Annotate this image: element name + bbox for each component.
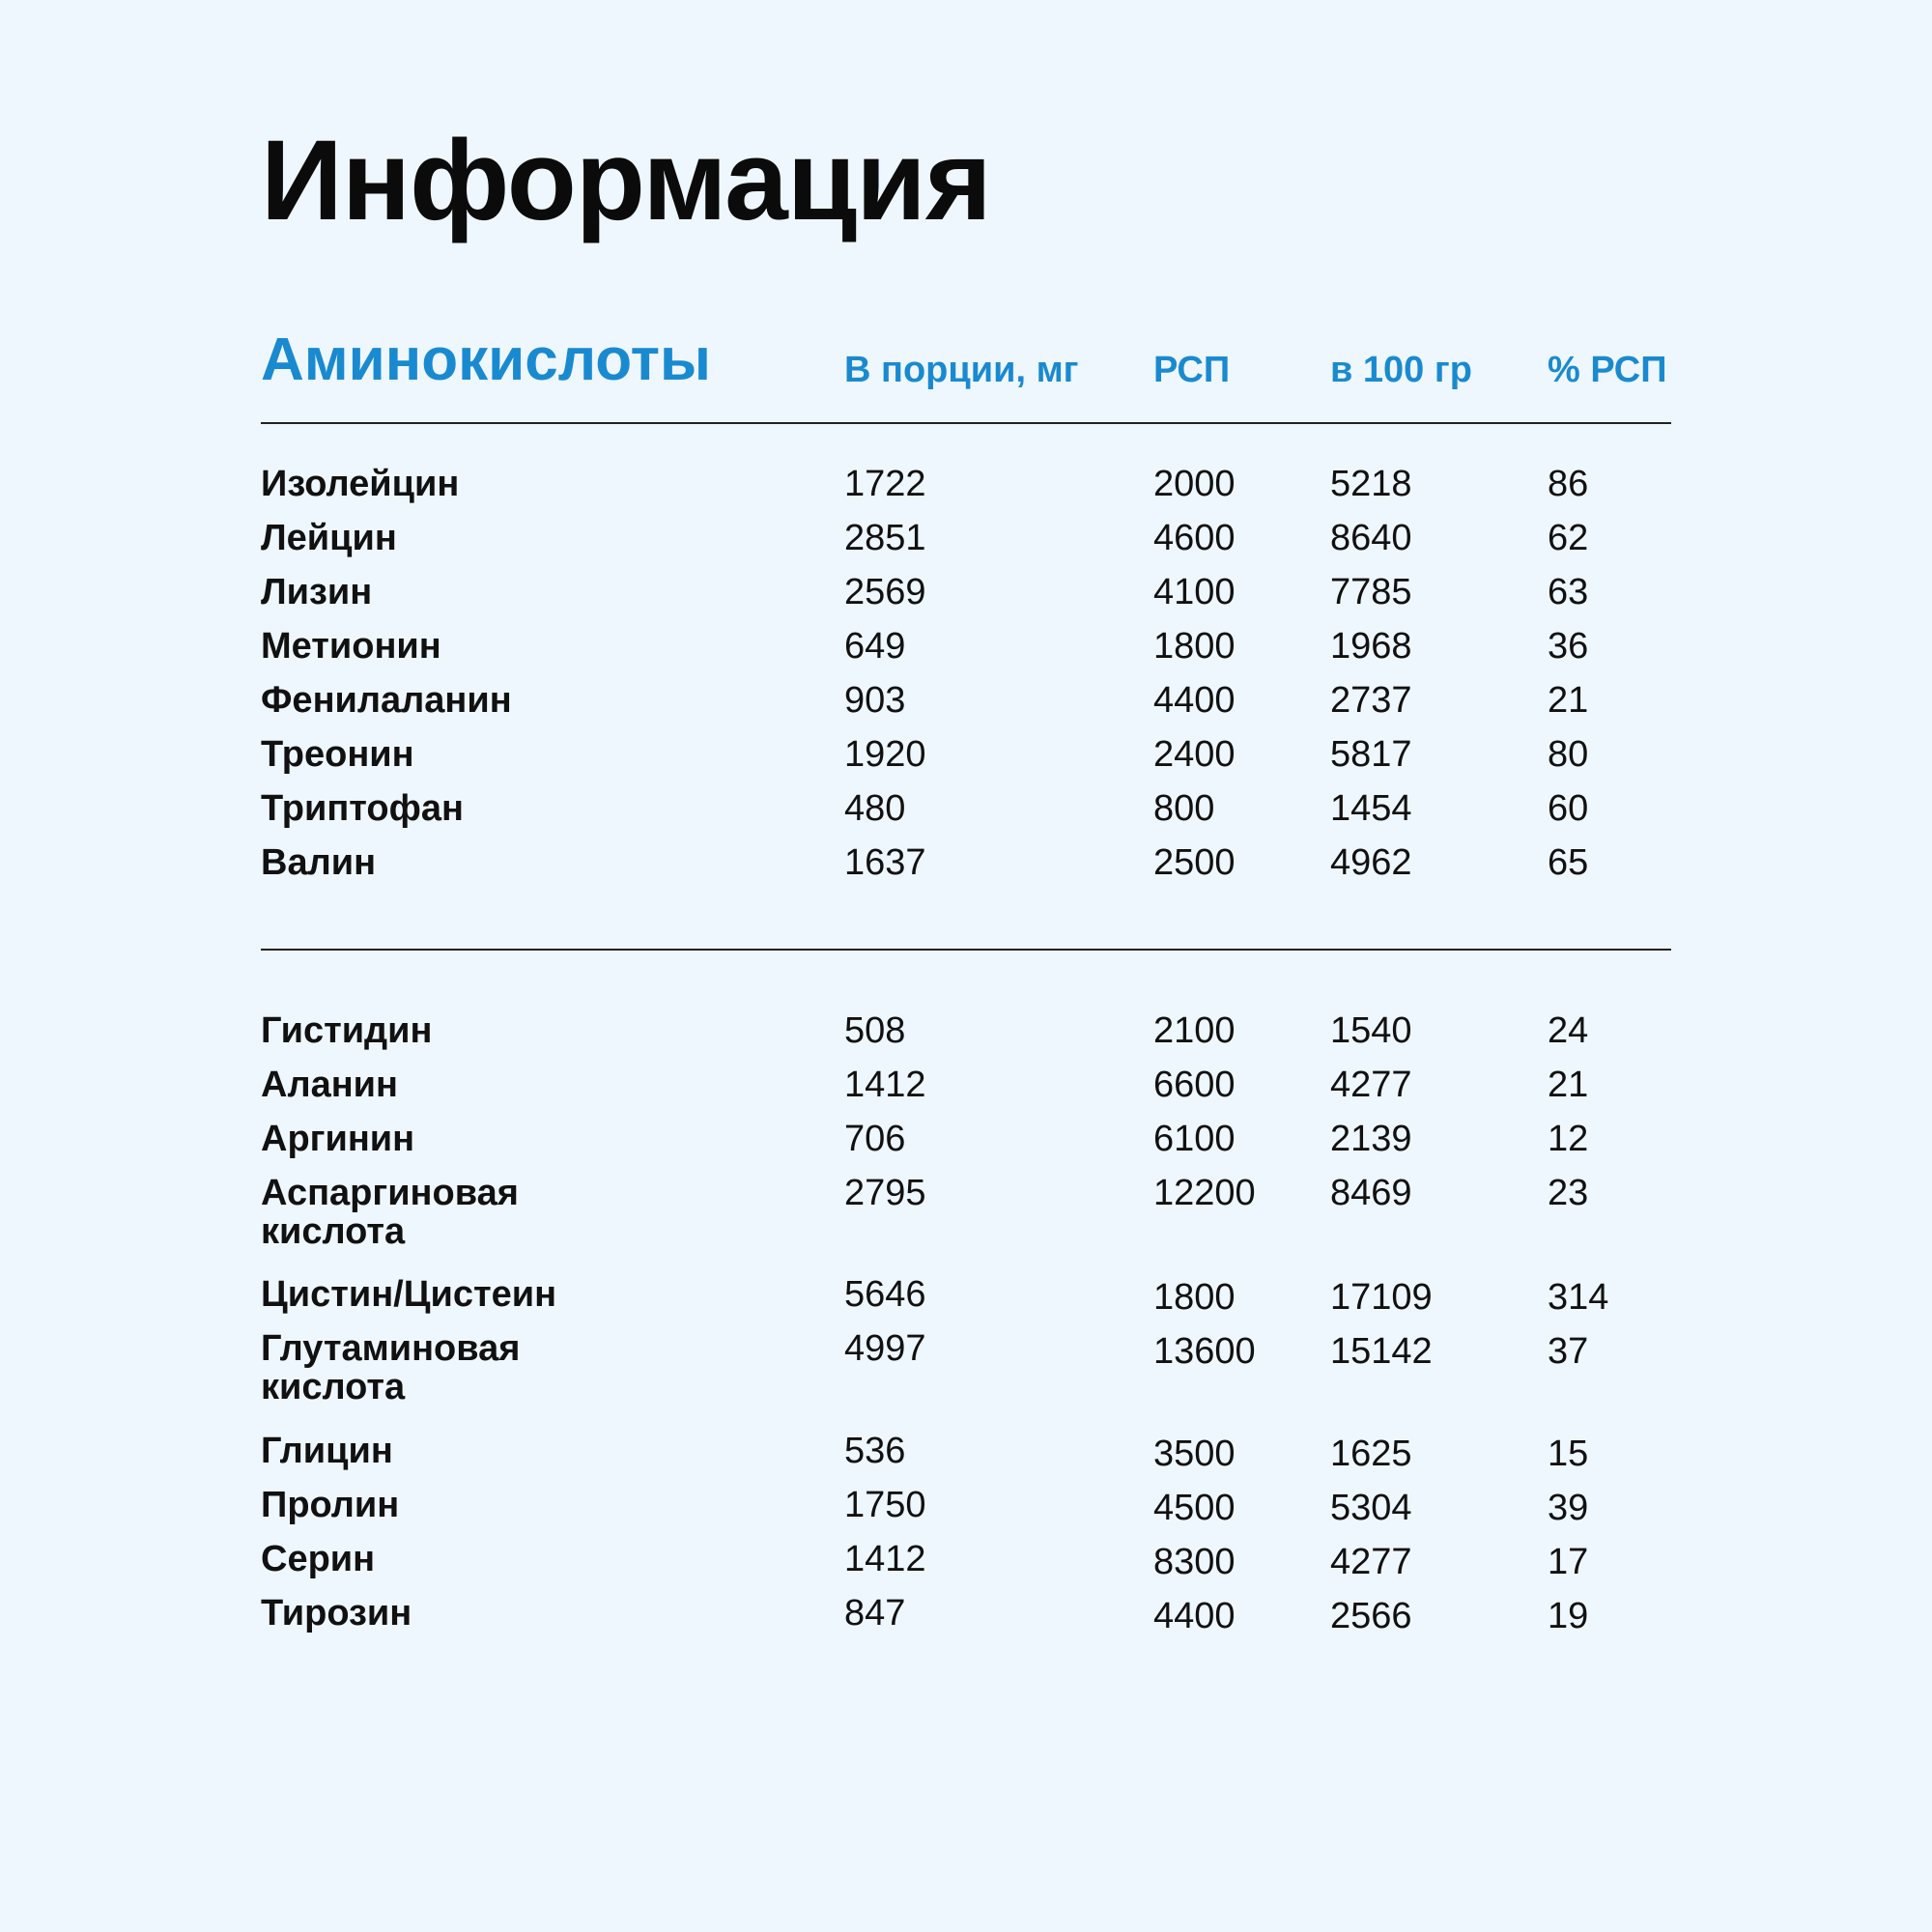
serving-value: 2795	[844, 1173, 926, 1213]
rsp-percent-value: 23	[1548, 1173, 1589, 1213]
rsp-value: 1800	[1153, 626, 1236, 667]
amino-acid-name: Глицин	[261, 1431, 393, 1471]
per-100g-value: 8469	[1330, 1173, 1412, 1213]
rsp-value: 3500	[1153, 1434, 1236, 1474]
per-100g-value: 4277	[1330, 1542, 1412, 1582]
per-100g-value: 1454	[1330, 788, 1412, 829]
divider-middle	[261, 949, 1671, 951]
rsp-value: 2400	[1153, 734, 1236, 775]
rsp-percent-value: 80	[1548, 734, 1589, 775]
rsp-percent-value: 36	[1548, 626, 1589, 667]
column-header-serving: В порции, мг	[844, 350, 1079, 390]
table-header	[261, 327, 1671, 394]
divider-top	[261, 422, 1671, 424]
serving-value: 2851	[844, 518, 926, 558]
serving-value: 706	[844, 1119, 906, 1159]
rsp-value: 4600	[1153, 518, 1236, 558]
per-100g-value: 1625	[1330, 1434, 1412, 1474]
amino-acid-name: Глутаминовая кислота	[261, 1328, 521, 1407]
per-100g-value: 5817	[1330, 734, 1412, 775]
serving-value: 536	[844, 1431, 906, 1471]
serving-value: 1750	[844, 1485, 926, 1525]
amino-acid-name: Метионин	[261, 626, 441, 667]
rsp-percent-value: 21	[1548, 1065, 1589, 1105]
amino-acid-name: Аланин	[261, 1065, 398, 1105]
amino-acid-name: Тирозин	[261, 1593, 412, 1634]
amino-acid-name: Валин	[261, 842, 377, 883]
rsp-percent-value: 62	[1548, 518, 1589, 558]
rsp-value: 4100	[1153, 572, 1236, 612]
serving-value: 649	[844, 626, 906, 667]
amino-acid-name: Аргинин	[261, 1119, 415, 1159]
column-header-rsp: РСП	[1153, 350, 1231, 390]
serving-value: 2569	[844, 572, 926, 612]
rsp-value: 800	[1153, 788, 1215, 829]
serving-value: 1412	[844, 1065, 926, 1105]
rsp-value: 4500	[1153, 1488, 1236, 1528]
per-100g-value: 2139	[1330, 1119, 1412, 1159]
serving-value: 5646	[844, 1274, 926, 1315]
column-header-per-100g: в 100 гр	[1330, 350, 1472, 390]
column-header-rsp-percent: % РСП	[1548, 350, 1667, 390]
per-100g-value: 4277	[1330, 1065, 1412, 1105]
rsp-percent-value: 39	[1548, 1488, 1589, 1528]
amino-acid-name: Треонин	[261, 734, 414, 775]
section-title: Аминокислоты	[261, 327, 711, 393]
rsp-percent-value: 12	[1548, 1119, 1589, 1159]
serving-value: 1722	[844, 464, 926, 504]
per-100g-value: 5304	[1330, 1488, 1412, 1528]
per-100g-value: 4962	[1330, 842, 1412, 883]
amino-acid-name: Аспаргиновая кислота	[261, 1173, 519, 1252]
rsp-value: 2500	[1153, 842, 1236, 883]
rsp-percent-value: 63	[1548, 572, 1589, 612]
rsp-percent-value: 24	[1548, 1010, 1589, 1051]
serving-value: 480	[844, 788, 906, 829]
per-100g-value: 2737	[1330, 680, 1412, 721]
per-100g-value: 8640	[1330, 518, 1412, 558]
serving-value: 903	[844, 680, 906, 721]
rsp-value: 6100	[1153, 1119, 1236, 1159]
rsp-percent-value: 314	[1548, 1277, 1609, 1318]
per-100g-value: 15142	[1330, 1331, 1433, 1372]
rsp-value: 8300	[1153, 1542, 1236, 1582]
rsp-percent-value: 17	[1548, 1542, 1589, 1582]
serving-value: 847	[844, 1593, 906, 1634]
rsp-value: 2000	[1153, 464, 1236, 504]
per-100g-value: 7785	[1330, 572, 1412, 612]
rsp-value: 4400	[1153, 680, 1236, 721]
amino-acid-name: Фенилаланин	[261, 680, 512, 721]
serving-value: 508	[844, 1010, 906, 1051]
rsp-value: 4400	[1153, 1596, 1236, 1636]
per-100g-value: 5218	[1330, 464, 1412, 504]
amino-acid-name: Гистидин	[261, 1010, 433, 1051]
amino-acid-name: Лейцин	[261, 518, 397, 558]
amino-acid-name: Изолейцин	[261, 464, 460, 504]
rsp-percent-value: 60	[1548, 788, 1589, 829]
per-100g-value: 1540	[1330, 1010, 1412, 1051]
rsp-value: 13600	[1153, 1331, 1256, 1372]
per-100g-value: 17109	[1330, 1277, 1433, 1318]
amino-acid-name: Лизин	[261, 572, 373, 612]
page-title: Информация	[261, 117, 991, 244]
rsp-value: 2100	[1153, 1010, 1236, 1051]
rsp-value: 12200	[1153, 1173, 1256, 1213]
per-100g-value: 1968	[1330, 626, 1412, 667]
serving-value: 4997	[844, 1328, 926, 1369]
amino-acid-name: Триптофан	[261, 788, 464, 829]
rsp-percent-value: 37	[1548, 1331, 1589, 1372]
rsp-percent-value: 86	[1548, 464, 1589, 504]
rsp-percent-value: 65	[1548, 842, 1589, 883]
amino-acid-name: Пролин	[261, 1485, 400, 1525]
rsp-value: 6600	[1153, 1065, 1236, 1105]
per-100g-value: 2566	[1330, 1596, 1412, 1636]
rsp-percent-value: 15	[1548, 1434, 1589, 1474]
amino-acid-name: Цистин/Цистеин	[261, 1274, 557, 1315]
serving-value: 1412	[844, 1539, 926, 1579]
rsp-value: 1800	[1153, 1277, 1236, 1318]
rsp-percent-value: 21	[1548, 680, 1589, 721]
amino-acid-name: Серин	[261, 1539, 376, 1579]
rsp-percent-value: 19	[1548, 1596, 1589, 1636]
serving-value: 1637	[844, 842, 926, 883]
serving-value: 1920	[844, 734, 926, 775]
